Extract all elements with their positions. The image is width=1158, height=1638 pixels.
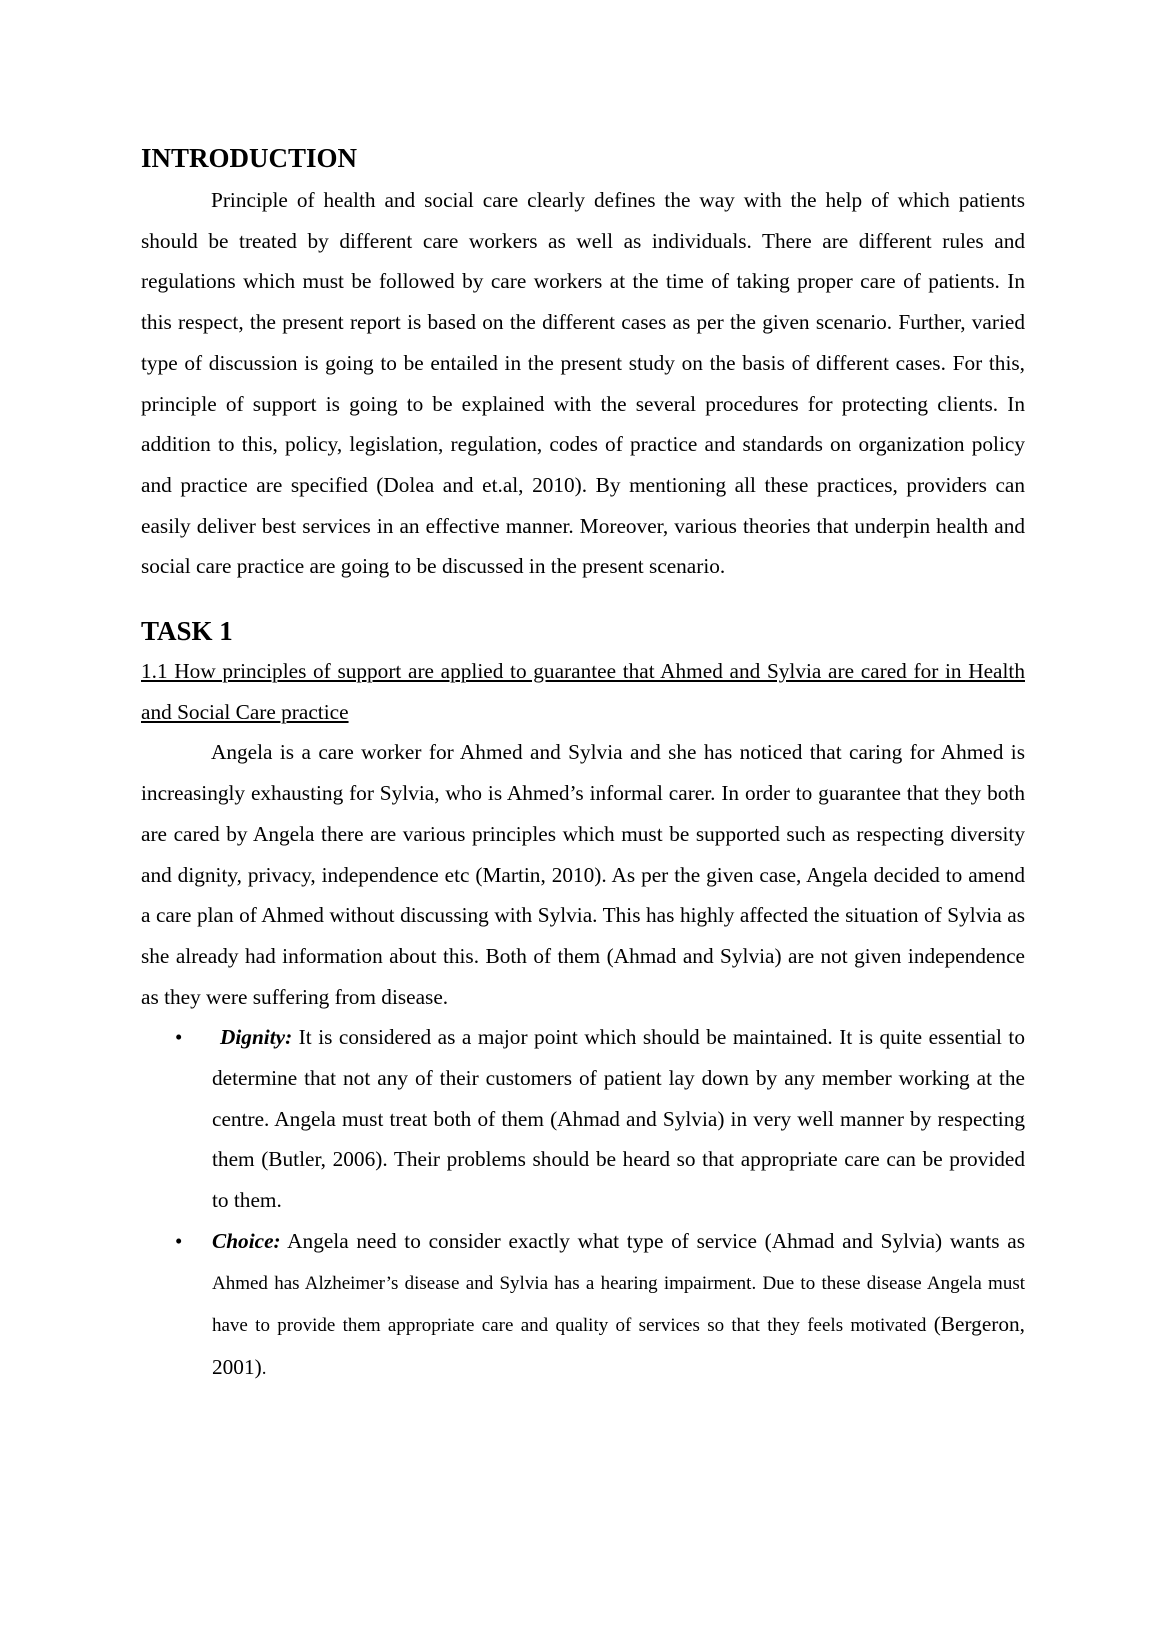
choice-text-small: Ahmed has Alzheimer’s disease and Sylvia has a hearing impairment. Due to these disease Angela must have to provide them appropriate care and quality of services so that they feels motivated [212, 1272, 1025, 1337]
list-item-dignity [141, 1017, 1025, 1221]
principles-list [141, 1017, 1025, 1389]
choice-citation: (Bergeron, 2001) [212, 1312, 1025, 1379]
choice-end: . [261, 1357, 267, 1379]
dignity-text: It is considered as a major point which should be maintained. It is quite essential to determine that not any of their customers of patient lay down by any member working at the centre. Angela must treat both of them (Ahmad and Sylvia) in very well manner by respecting them (Butler, 2006). Their problems should be heard so that appropriate care can be provided to them. [212, 1025, 1025, 1213]
term-choice: Choice: [212, 1228, 281, 1253]
list-item-choice [141, 1221, 1025, 1390]
task1-subheading: 1.1 How principles of support are applied to guarantee that Ahmed and Sylvia are cared for in Health and Social Care practice [141, 659, 1025, 724]
bullet-icon: • [175, 1025, 183, 1050]
bullet-icon: • [175, 1228, 183, 1253]
task1-paragraph: Angela is a care worker for Ahmed and Sylvia and she has noticed that caring for Ahmed is increasingly exhausting for Sylvia, who is Ahmed’s informal carer. In order to guarantee that they both are cared by Angela there are various principles which must be supported such as respecting diversity and dignity, privacy, independence etc (Martin, 2010). As per the given case, Angela decided to amend a care plan of Ahmed without discussing with Sylvia. This has highly affected the situation of Sylvia as she already had information about this. Both of them (Ahmad and Sylvia) are not given independence as they were suffering from disease. [141, 740, 1025, 1009]
document-page [141, 136, 1025, 1390]
introduction-paragraph: Principle of health and social care clearly defines the way with the help of which patients should be treated by different care workers as well as individuals. There are different rules and regulations which must be followed by care workers at the time of taking proper care of patients. In this respect, the present report is based on the different cases as per the given scenario. Further, varied type of discussion is going to be entailed in the present study on the basis of different cases. For this, principle of support is going to be explained with the several procedures for protecting clients. In addition to this, policy, legislation, regulation, codes of practice and standards on organization policy and practice are specified (Dolea and et.al, 2010). By mentioning all these practices, providers can easily deliver best services in an effective manner. Moreover, various theories that underpin health and social care practice are going to be discussed in the present scenario. [141, 188, 1025, 579]
task1-heading: TASK 1 [141, 616, 233, 647]
term-dignity: Dignity: [220, 1025, 293, 1050]
introduction-heading: INTRODUCTION [141, 143, 358, 173]
choice-text-large: Angela need to consider exactly what type of service (Ahmad and Sylvia) wants as [280, 1228, 1025, 1253]
